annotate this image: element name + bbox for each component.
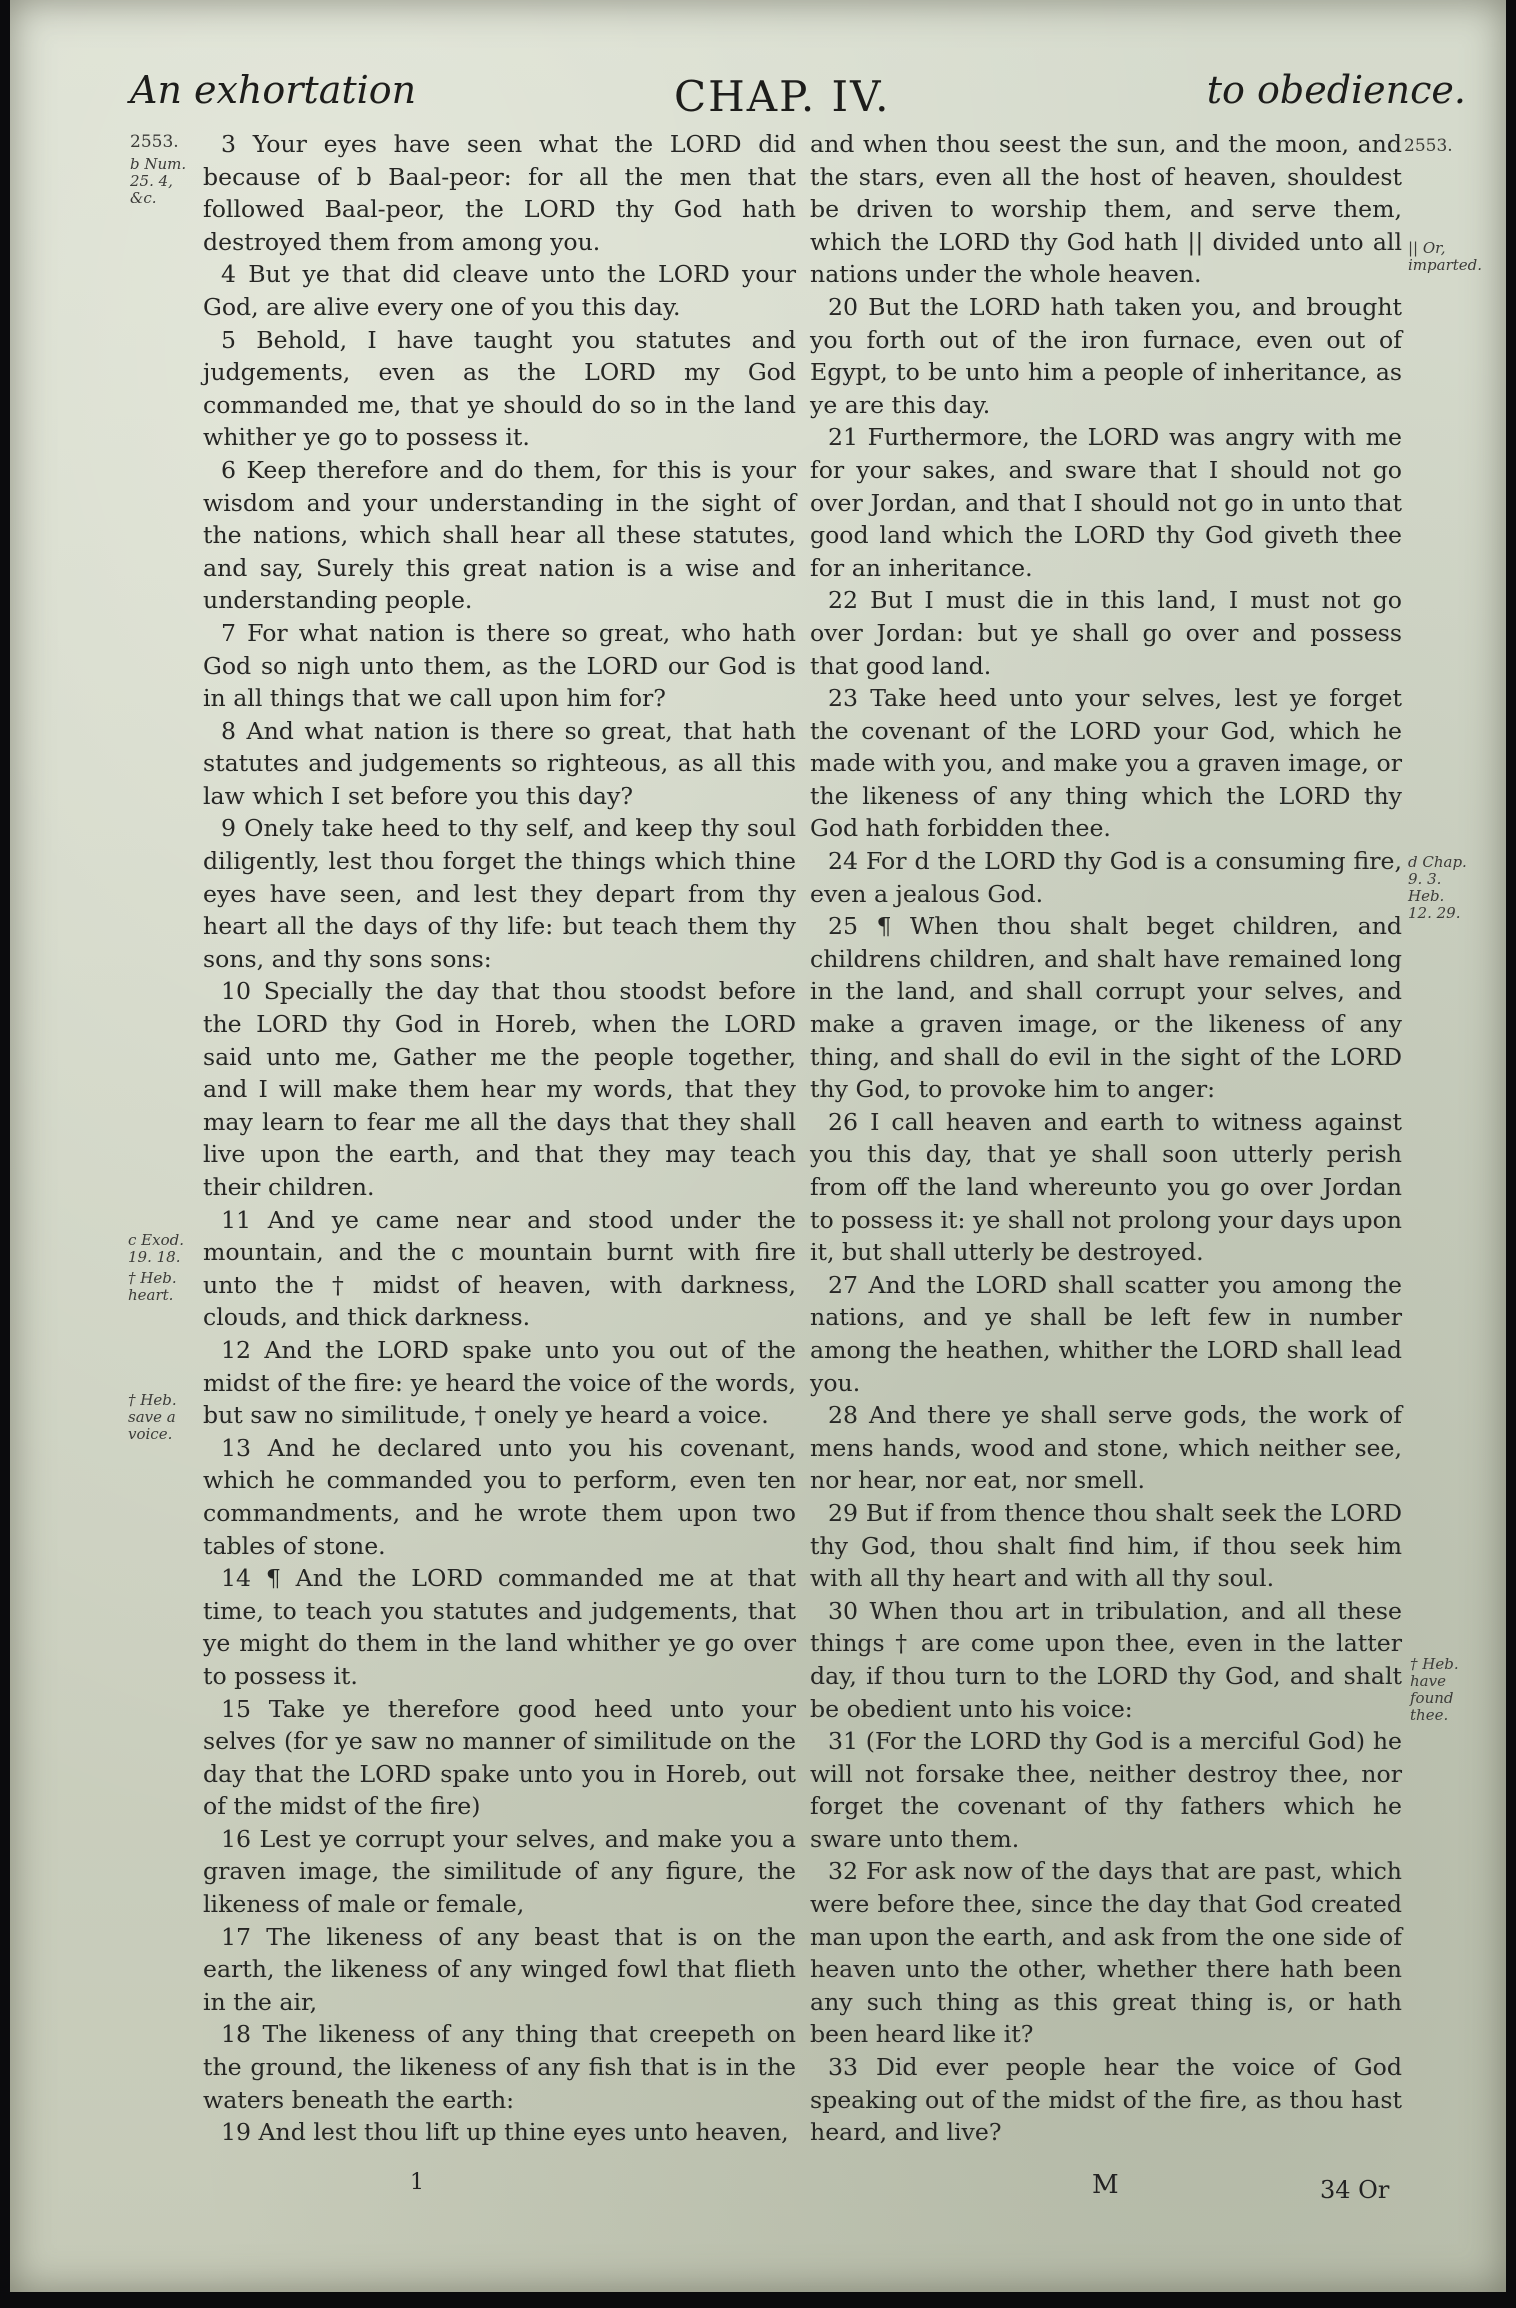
verse-22: 22 But I must die in this land, I must not go over Jordan: but ye shall go over and possess that good land. [810,586,1402,680]
verse-13: 13 And he declared unto you his covenant, which he commanded you to perform, even ten commandments, and he wrote them upon two tables of stone. [203,1433,796,1560]
margin-note-ref-d: d Chap. 9. 3. Heb. 12. 29. [1408,853,1467,922]
margin-note-ref-c: c Exod. 19. 18. [128,1231,184,1266]
verse-12: 12 And the LORD spake unto you out of the midst of the fire: ye heard the voice of the words, but saw no similitude, † onely ye heard a voice. [203,1335,796,1430]
left-column [203,128,796,2149]
verse-30: 30 When thou art in tribulation, and all these things † are come upon thee, even in the latter day, if thou turn to the LORD thy God, and shalt be obedient unto his voice: [810,1596,1402,1723]
verse-10: 10 Specially the day that thou stoodst before the LORD thy God in Horeb, when the LORD said unto me, Gather me the people together, and I will make them hear my words, that they may learn to fear me all the days that they shall live upon the earth, and that they may teach their children. [203,977,796,1201]
verse-24: 24 For d the LORD thy God is a consuming fire, even a jealous God. [810,847,1402,908]
verse-5: 5 Behold, I have taught you statutes and judgements, even as the LORD my God commanded me, that ye should do so in the land whither ye go to possess it. [203,325,796,452]
verse-7: 7 For what nation is there so great, who hath God so nigh unto them, as the LORD our God is in all things that we call upon him for? [203,618,796,713]
verse-23: 23 Take heed unto your selves, lest ye forget the covenant of the LORD your God, which he made with you, and make you a graven image, or the likeness of any thing which the LORD thy God hath forbidden thee. [810,684,1402,843]
footer-mark: 1 [410,2170,424,2195]
verse-14: 14 ¶ And the LORD commanded me at that time, to teach you statutes and judgements, that ye might do them in the land whither ye go over to possess it. [203,1564,796,1690]
verse-25: 25 ¶ When thou shalt beget children, and childrens children, and shalt have remained long in the land, and shall corrupt your selves, and make a graven image, or the likeness of any thing, and shall do evil in the sight of the LORD thy God, to provoke him to anger: [810,912,1402,1104]
verse-11: 11 And ye came near and stood under the mountain, and the c mountain burnt with fire unto the † midst of heaven, with darkness, clouds, and thick darkness. [203,1205,796,1332]
verse-27: 27 And the LORD shall scatter you among the nations, and ye shall be left few in number among the heathen, whither the LORD shall lead you. [810,1270,1402,1397]
margin-year-left: 2553. [130,132,179,152]
right-column [810,128,1402,2149]
margin-note-ref-b: b Num. 25. 4, &c. [130,155,187,207]
verse-19-continued: and when thou seest the sun, and the moon, and the stars, even all the host of heaven, shouldest be driven to worship them, and serve them, which the LORD thy God hath || divided unto all nations under the whole heaven. [810,130,1402,289]
margin-note-or-imparted: || Or, imparted. [1408,239,1483,274]
catchword: 34 Or [1320,2176,1390,2204]
running-head-left: An exhortation [130,68,417,112]
verse-29: 29 But if from thence thou shalt seek the LORD thy God, thou shalt find him, if thou seek him with all thy heart and with all thy soul. [810,1498,1402,1593]
verse-6: 6 Keep therefore and do them, for this is your wisdom and your understanding in the sight of the nations, which shall hear all these statutes, and say, Surely this great nation is a wise and understanding people. [203,455,796,615]
verse-4: 4 But ye that did cleave unto the LORD your God, are alive every one of you this day. [203,260,796,321]
verse-3: 3 Your eyes have seen what the LORD did because of b Baal-peor: for all the men that followed Baal-peor, the LORD thy God hath destroyed them from among you. [203,130,796,256]
margin-note-heb-found: † Heb. have found thee. [1410,1655,1459,1724]
verse-21: 21 Furthermore, the LORD was angry with me for your sakes, and sware that I should not go over Jordan, and that I should not go in unto that good land which the LORD thy God giveth thee for an inheritance. [810,423,1402,582]
verse-19: 19 And lest thou lift up thine eyes unto heaven, [221,2118,789,2147]
running-head-right: to obedience. [1206,68,1466,112]
chapter-heading: CHAP. IV. [674,72,891,121]
verse-20: 20 But the LORD hath taken you, and brought you forth out of the iron furnace, even out of Egypt, to be unto him a people of inheritance, as ye are this day. [810,292,1402,419]
signature-mark: M [1092,2170,1119,2200]
verse-8: 8 And what nation is there so great, that hath statutes and judgements so righteous, as all this law which I set before you this day? [203,716,796,810]
margin-note-heb-voice: † Heb. save a voice. [128,1391,177,1443]
verse-31: 31 (For the LORD thy God is a merciful God) he will not forsake thee, neither destroy thee, nor forget the covenant of thy fathers which he sware unto them. [810,1727,1402,1853]
verse-17: 17 The likeness of any beast that is on the earth, the likeness of any winged fowl that flieth in the air, [203,1922,796,2016]
verse-32: 32 For ask now of the days that are past, which were before thee, since the day that God created man upon the earth, and ask from the one side of heaven unto the other, whether there hath been any such thing as this great thing is, or hath been heard like it? [810,1857,1402,2049]
verse-9: 9 Onely take heed to thy self, and keep thy soul diligently, lest thou forget the things which thine eyes have seen, and lest they depart from thy heart all the days of thy life: but teach them thy sons, and thy sons sons: [203,814,796,973]
verse-18: 18 The likeness of any thing that creepeth on the ground, the likeness of any fish that is in the waters beneath the earth: [203,2020,796,2114]
verse-26: 26 I call heaven and earth to witness against you this day, that ye shall soon utterly perish from off the land whereunto you go over Jordan to possess it: ye shall not prolong your days upon it, but shall utterly be destroyed. [810,1107,1402,1267]
margin-year-right: 2553. [1404,136,1453,156]
book-page [10,0,1506,2292]
verse-15: 15 Take ye therefore good heed unto your selves (for ye saw no manner of similitude on the day that the LORD spake unto you in Horeb, out of the midst of the fire) [203,1694,796,1821]
margin-note-heb-heart: † Heb. heart. [128,1269,177,1304]
verse-28: 28 And there ye shall serve gods, the work of mens hands, wood and stone, which neither see, nor hear, nor eat, nor smell. [810,1401,1402,1495]
verse-33: 33 Did ever people hear the voice of God speaking out of the midst of the fire, as thou hast heard, and live? [810,2053,1402,2147]
verse-16: 16 Lest ye corrupt your selves, and make you a graven image, the similitude of any figure, the likeness of male or female, [203,1824,796,1919]
